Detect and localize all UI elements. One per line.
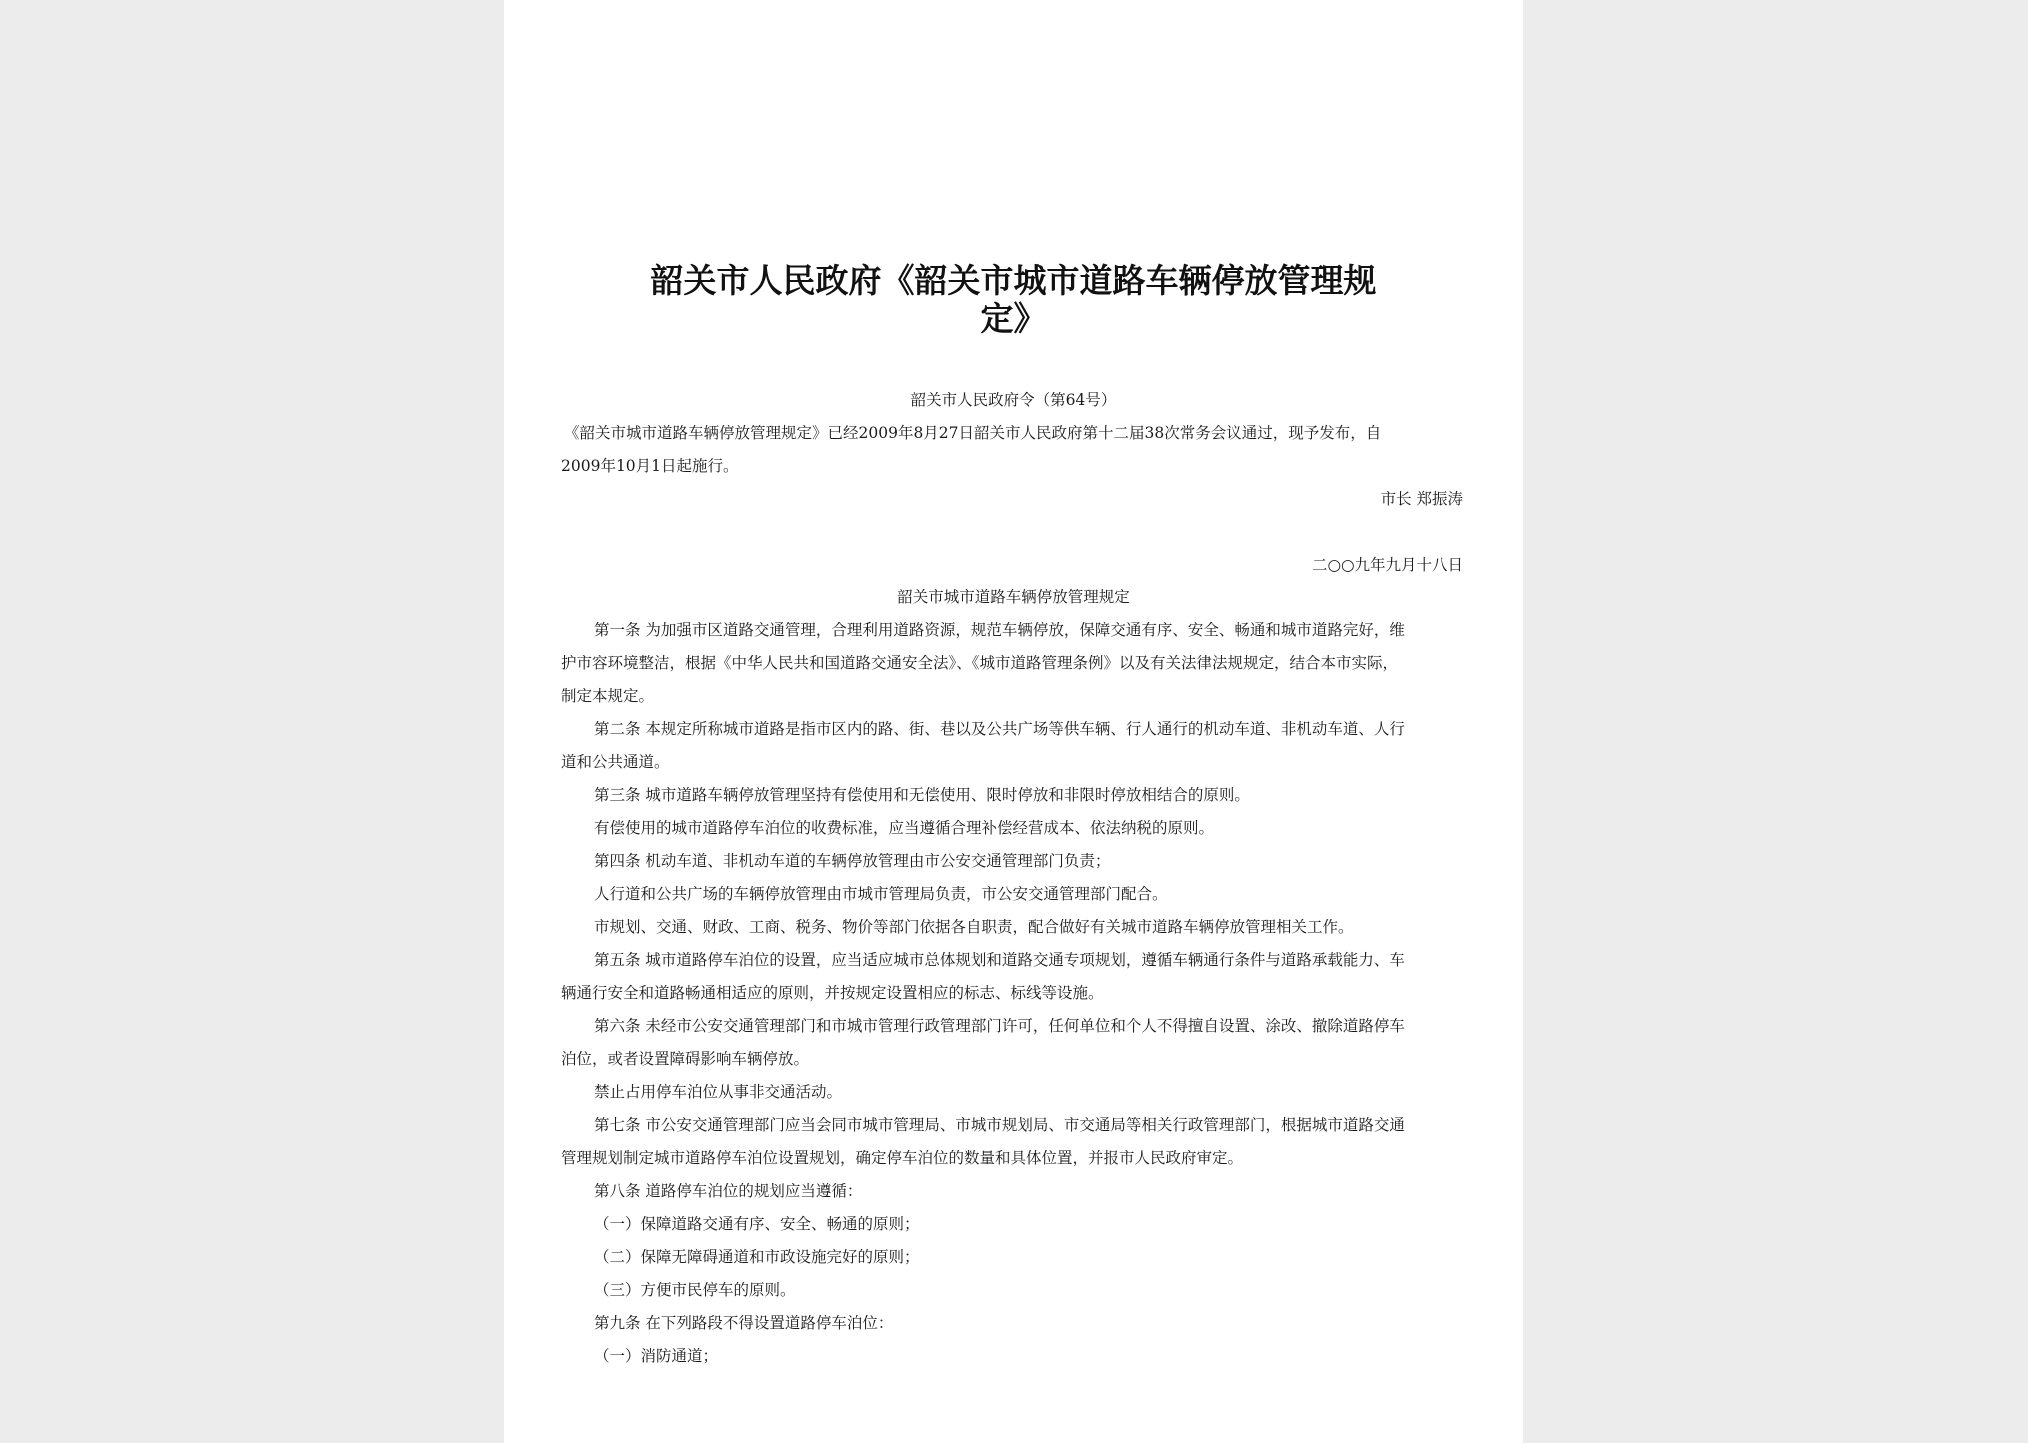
article-8-item-3: （三）方便市民停车的原则。 (594, 1281, 796, 1299)
article-5-line-2: 辆通行安全和道路畅通相适应的原则，并按规定设置相应的标志、标线等设施。 (561, 984, 1104, 1002)
document-page (504, 0, 1523, 1443)
article-1-line-3: 制定本规定。 (561, 687, 655, 705)
article-4-line-3: 市规划、交通、财政、工商、税务、物价等部门依据各自职责，配合做好有关城市道路车辆停放管理相关工作。 (594, 918, 1354, 936)
article-3-line-2: 有偿使用的城市道路停车泊位的收费标准，应当遵循合理补偿经营成本、依法纳税的原则。 (594, 819, 1215, 837)
article-4-line-2: 人行道和公共广场的车辆停放管理由市城市管理局负责，市公安交通管理部门配合。 (594, 885, 1168, 903)
preamble-line-2: 2009年10月1日起施行。 (561, 457, 739, 475)
mayor-signature: 市长 郑振涛 (1380, 490, 1463, 508)
article-6-line-3: 禁止占用停车泊位从事非交通活动。 (594, 1083, 843, 1101)
preamble-line-1: 《韶关市城市道路车辆停放管理规定》已经2009年8月27日韶关市人民政府第十二届38次常务会议通过，现予发布，自 (564, 424, 1382, 442)
article-2-line-1: 第二条 本规定所称城市道路是指市区内的路、街、巷以及公共广场等供车辆、行人通行的机动车道、非机动车道、人行 (594, 720, 1405, 738)
article-9-item-1: （一）消防通道； (594, 1347, 719, 1365)
regulation-subtitle: 韶关市城市道路车辆停放管理规定 (897, 588, 1130, 606)
title-line-2: 定》 (980, 299, 1047, 338)
article-3-line-1: 第三条 城市道路车辆停放管理坚持有偿使用和无偿使用、限时停放和非限时停放相结合的原则。 (594, 786, 1250, 804)
article-8-item-2: （二）保障无障碍通道和市政设施完好的原则； (594, 1248, 920, 1266)
article-4-line-1: 第四条 机动车道、非机动车道的车辆停放管理由市公安交通管理部门负责； (594, 852, 1111, 870)
article-7-line-1: 第七条 市公安交通管理部门应当会同市城市管理局、市城市规划局、市交通局等相关行政管理部门，根据城市道路交通 (594, 1116, 1405, 1134)
issue-date: 二○○九年九月十八日 (1311, 556, 1463, 574)
article-9-line-1: 第九条 在下列路段不得设置道路停车泊位： (594, 1314, 894, 1332)
document-title (564, 262, 1463, 338)
order-number: 韶关市人民政府令（第64号） (910, 391, 1117, 409)
article-6-line-2: 泊位，或者设置障碍影响车辆停放。 (561, 1050, 810, 1068)
article-8-line-1: 第八条 道路停车泊位的规划应当遵循： (594, 1182, 863, 1200)
article-2-line-2: 道和公共通道。 (561, 753, 670, 771)
article-6-line-1: 第六条 未经市公安交通管理部门和市城市管理行政管理部门许可，任何单位和个人不得擅自设置、涂改、撤除道路停车 (594, 1017, 1405, 1035)
title-line-1: 韶关市人民政府《韶关市城市道路车辆停放管理规 (650, 261, 1377, 300)
article-1-line-2: 护市容环境整洁，根据《中华人民共和国道路交通安全法》、《城市道路管理条例》以及有关法律法规规定，结合本市实际， (561, 654, 1399, 672)
article-7-line-2: 管理规划制定城市道路停车泊位设置规划，确定停车泊位的数量和具体位置，并报市人民政府审定。 (561, 1149, 1244, 1167)
article-8-item-1: （一）保障道路交通有序、安全、畅通的原则； (594, 1215, 920, 1233)
article-1-line-1: 第一条 为加强市区道路交通管理，合理利用道路资源，规范车辆停放，保障交通有序、安全、畅通和城市道路完好，维 (594, 621, 1405, 639)
article-5-line-1: 第五条 城市道路停车泊位的设置，应当适应城市总体规划和道路交通专项规划，遵循车辆通行条件与道路承载能力、车 (594, 951, 1405, 969)
